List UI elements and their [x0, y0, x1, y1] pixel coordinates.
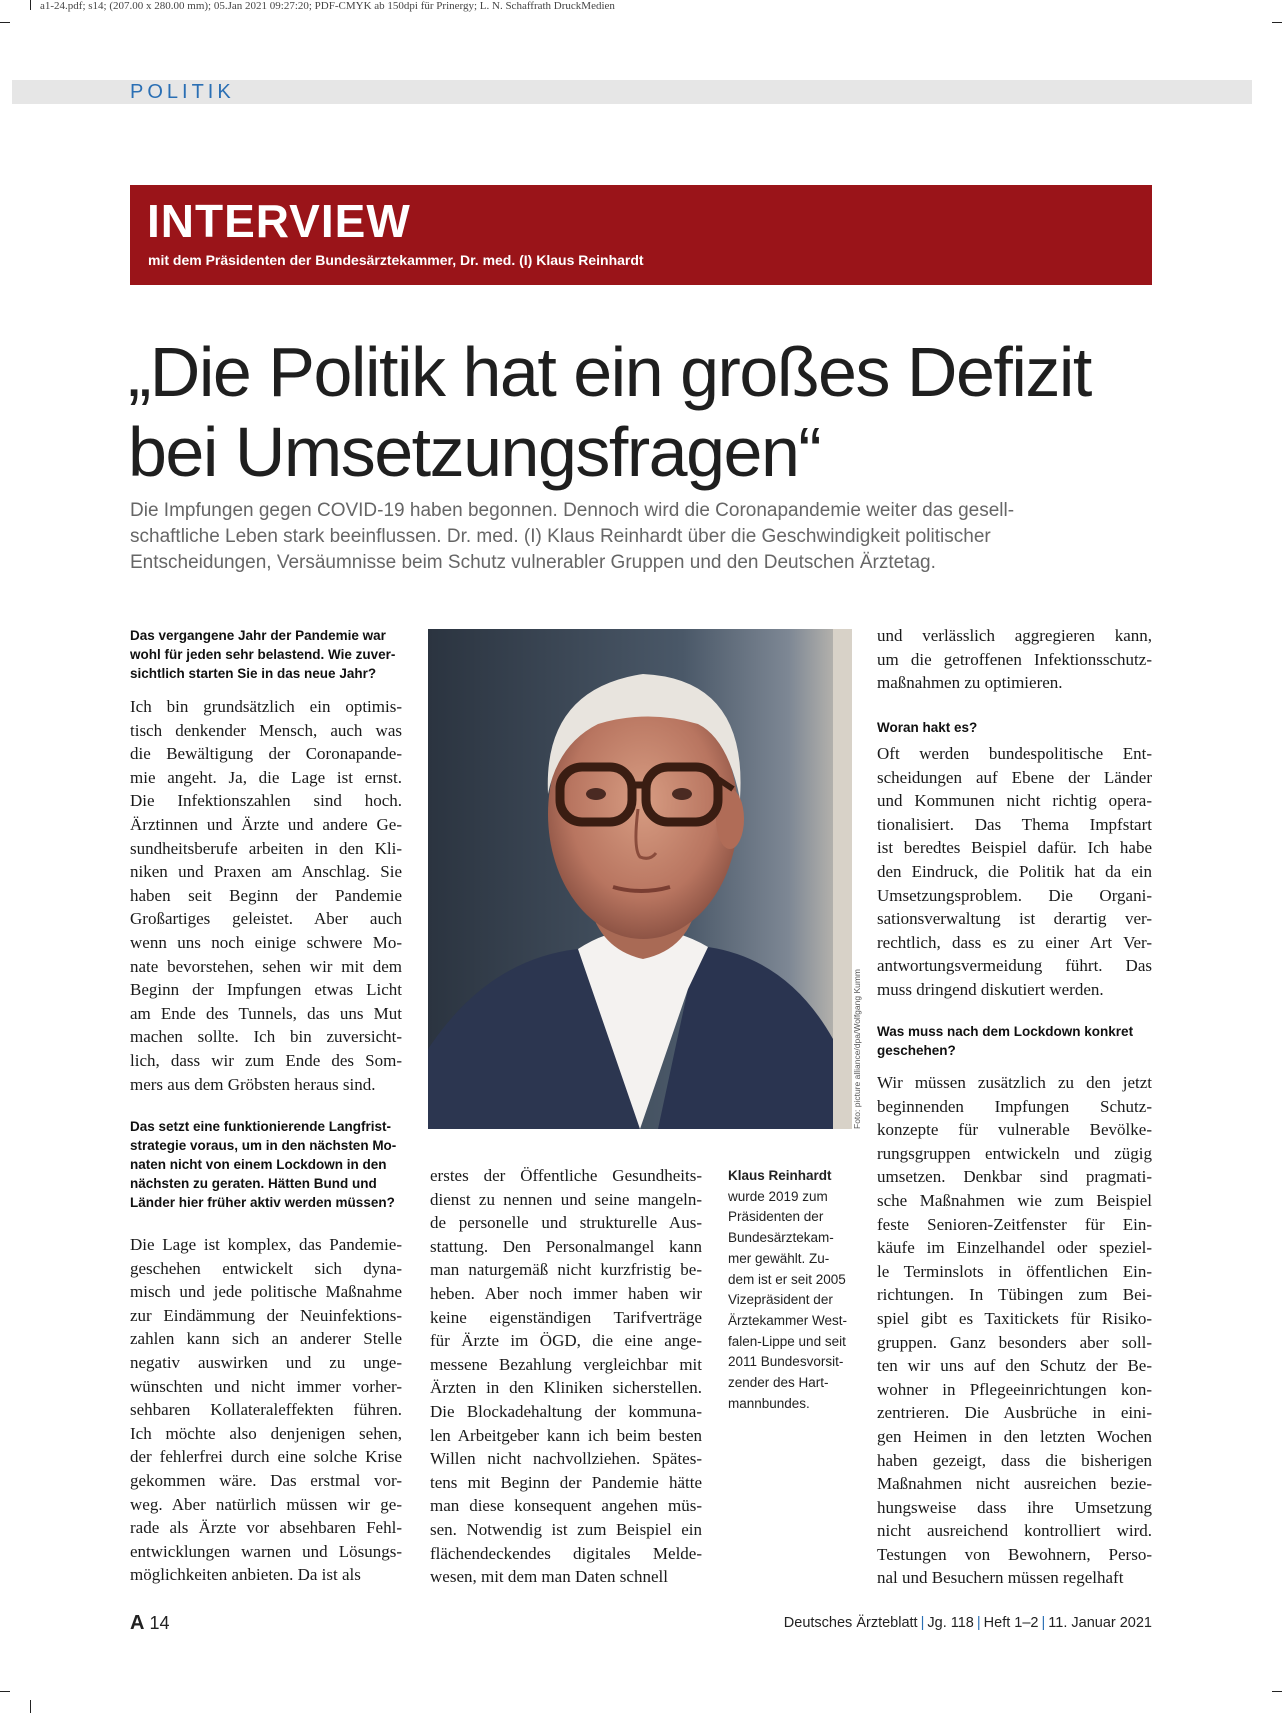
portrait-photo — [428, 629, 852, 1129]
text-line: nal und Besuchern müssen regelhaft — [877, 1568, 1124, 1588]
text-line: zentrieren. Die Ausbrüche in eini- — [877, 1403, 1152, 1423]
text-line: rade als Ärzte vor absehbaren Fehl- — [130, 1518, 402, 1538]
section-label: POLITIK — [130, 81, 235, 103]
text-line: Die Blockadehaltung der kommuna- — [430, 1401, 702, 1421]
text-line: machen sollte. Ich bin zuversicht- — [130, 1027, 402, 1047]
text-line: geschehen? — [877, 1043, 956, 1058]
text-line: Ärztekammer West- — [728, 1312, 848, 1328]
text-line: Testungen von Bewohnern, Perso- — [877, 1544, 1152, 1564]
text-line: am Ende des Tunnels, das uns Mut — [130, 1003, 402, 1023]
text-line: um die getroffenen Infektionsschutz- — [877, 649, 1152, 669]
crop-mark — [30, 0, 31, 10]
text-line: gen Heimen in den letzten Wochen — [877, 1426, 1152, 1446]
text-line: konzepte für vulnerable Bevölke- — [877, 1120, 1152, 1140]
text-line: naten nicht von einem Lockdown in den — [130, 1157, 387, 1172]
text-line: keine eigenständigen Tarifverträge — [430, 1307, 702, 1327]
text-line: stattung. Den Personalmangel kann — [430, 1236, 702, 1256]
publication-info: Deutsches Ärzteblatt | Jg. 118 | Heft 1–2 | 11. Januar 2021 — [783, 1615, 1152, 1631]
text-line: feste Senioren-Zeitfenster für Ein- — [877, 1214, 1152, 1234]
text-line: nicht ausreichend kontrolliert wird. — [877, 1521, 1152, 1541]
caption-text — [728, 1187, 847, 1415]
text-line: sundheitsberufe arbeiten in den Kli- — [130, 838, 402, 858]
text-line: sichtlich starten Sie in das neue Jahr? — [130, 666, 377, 681]
crop-mark — [0, 22, 10, 23]
crop-mark — [1272, 1691, 1282, 1692]
text-line: wenn uns noch einige schwere Mo- — [130, 932, 402, 952]
text-line: antwortungsvermeidung führt. Das — [877, 956, 1152, 976]
text-line: ist beredtes Beispiel dafür. Ich habe — [877, 838, 1152, 858]
text-line: Das vergangene Jahr der Pandemie war — [130, 628, 386, 643]
text-line: dem ist er seit 2005 — [728, 1271, 846, 1287]
answer — [130, 1233, 402, 1587]
question — [130, 626, 395, 683]
text-line: muss dringend diskutiert werden. — [877, 979, 1104, 999]
text-line: Ärztinnen und Ärzte und andere Ge- — [130, 814, 402, 834]
text-line: man naturgemäß nicht kurzfristig be- — [430, 1260, 702, 1280]
publication-name: Deutsches Ärzteblatt — [783, 1615, 918, 1631]
text-line: tisch denkender Mensch, auch was — [130, 720, 402, 740]
text-line: Maßnahmen nicht ausreichen bezie- — [877, 1474, 1152, 1494]
text-line: haben seit Beginn der Pandemie — [130, 885, 402, 905]
text-line: der fehlerfrei durch eine solche Krise — [130, 1447, 402, 1467]
text-line: sationsverwaltung ist derartig ver- — [877, 909, 1152, 929]
text-line: negativ auswirken und zu unge- — [130, 1352, 402, 1372]
text-line: mie angeht. Ja, die Lage ist ernst. — [130, 767, 402, 787]
photo-caption — [728, 1166, 847, 1414]
answer — [877, 1071, 1152, 1590]
text-line: den Eindruck, die Politik hat da ein — [877, 861, 1152, 881]
text-line: zur Eindämmung der Neuinfektions- — [130, 1305, 402, 1325]
text-line: Willen nicht nachvollziehen. Spätes- — [430, 1449, 702, 1469]
text-line: Was muss nach dem Lockdown konkret — [877, 1024, 1134, 1039]
text-line: zender des Hart- — [728, 1375, 829, 1391]
answer — [130, 695, 402, 1096]
answer-continued — [877, 624, 1152, 695]
text-line: wohl für jeden sehr belastend. Wie zuver- — [130, 647, 396, 662]
text-line: beginnenden Impfungen Schutz- — [877, 1096, 1152, 1116]
text-line: rungsgruppen entwickeln und zügig — [877, 1143, 1152, 1163]
print-slug: a1-24.pdf; s14; (207.00 x 280.00 mm); 05.Jan 2021 09:27:20; PDF-CMYK ab 150dpi für Prinergy; L. N. Schaffrath DruckMedien — [40, 0, 615, 12]
banner-subtitle: mit dem Präsidenten der Bundesärztekammer, Dr. med. (I) Klaus Reinhardt — [148, 252, 644, 268]
question — [877, 718, 977, 737]
text-line: 2011 Bundesvorsit- — [728, 1354, 844, 1370]
answer — [877, 742, 1152, 1002]
text-line: für Ärzte im ÖGD, die eine ange- — [430, 1331, 702, 1351]
text-line: gekommen wäre. Das erstmal vor- — [130, 1470, 402, 1490]
text-line: tionalisiert. Das Thema Impfstart — [877, 814, 1152, 834]
text-line: Bundesärztekam- — [728, 1230, 834, 1246]
text-line: flächendeckendes digitales Melde- — [430, 1543, 702, 1563]
text-line: niken und Praxen am Anschlag. Sie — [130, 862, 402, 882]
intro-line: schaftliche Leben stark beeinflussen. Dr. med. (I) Klaus Reinhardt über die Geschwindigkeit politischer — [130, 526, 991, 547]
crop-mark — [0, 1691, 10, 1692]
text-line: und Kommunen nicht richtig opera- — [877, 791, 1152, 811]
text-line: Ärzten in den Kliniken sicherstellen. — [430, 1378, 702, 1398]
text-line: Großartiges geleistet. Aber auch — [130, 909, 402, 929]
intro-teaser — [130, 498, 1090, 576]
issue-date: 11. Januar 2021 — [1048, 1615, 1152, 1631]
text-line: wurde 2019 zum — [728, 1188, 828, 1204]
headline-line: bei Umsetzungsfragen“ — [128, 413, 821, 491]
text-line: ten wir uns auf den Schutz der Be- — [877, 1356, 1152, 1376]
question — [877, 1022, 1133, 1060]
text-line: misch und jede politische Maßnahme — [130, 1282, 402, 1302]
text-line: Länder hier früher aktiv werden müssen? — [130, 1195, 395, 1210]
text-line: erstes der Öffentliche Gesundheits- — [430, 1166, 702, 1185]
text-line: Beginn der Impfungen etwas Licht — [130, 980, 402, 1000]
crop-mark — [1272, 22, 1282, 23]
text-line: Wir müssen zusätzlich zu den jetzt — [877, 1073, 1152, 1092]
text-line: mer gewählt. Zu- — [728, 1250, 830, 1266]
text-line: nächsten zu geraten. Hätten Bund und — [130, 1176, 377, 1191]
text-line: hungsweise dass ihre Umsetzung — [877, 1497, 1152, 1517]
text-line: Die Infektionszahlen sind hoch. — [130, 791, 402, 811]
text-line: sehbaren Kollateraleffekten führen. — [130, 1400, 402, 1420]
text-line: wohner in Pflegeeinrichtungen kon- — [877, 1379, 1152, 1399]
text-line: tens mit Beginn der Pandemie hätte — [430, 1472, 702, 1492]
interview-banner — [130, 185, 1152, 285]
text-line: Das setzt eine funktionierende Langfrist- — [130, 1119, 392, 1134]
answer-continued — [430, 1164, 702, 1589]
text-line: heben. Aber noch immer haben wir — [430, 1283, 702, 1303]
text-line: mers aus dem Gröbsten heraus sind. — [130, 1074, 376, 1094]
text-line: nate bevorstehen, sehen wir mit dem — [130, 956, 402, 976]
text-line: spiel gibt es Taxitickets für Risiko- — [877, 1308, 1152, 1328]
text-line: Umsetzungsproblem. Die Organi- — [877, 885, 1152, 905]
text-line: falen-Lippe und seit — [728, 1333, 846, 1349]
caption-name: Klaus Reinhardt — [728, 1168, 832, 1183]
text-line: rechtlich, dass es zu einer Art Ver- — [877, 932, 1152, 952]
page-number — [130, 1612, 170, 1635]
text-line: wünschten und nicht immer vorher- — [130, 1376, 402, 1396]
intro-line: Entscheidungen, Versäumnisse beim Schutz vulnerabler Gruppen und den Deutschen Ärztetag. — [130, 552, 936, 573]
text-line: Die Lage ist komplex, das Pandemie- — [130, 1235, 402, 1254]
page-number-value: 14 — [149, 1613, 170, 1633]
headline-line: „Die Politik hat ein großes Defizit — [128, 333, 1091, 411]
text-line: wesen, mit dem man Daten schnell — [430, 1567, 668, 1587]
headline — [128, 332, 1091, 492]
text-line: haben gezeigt, dass die bisherigen — [877, 1450, 1152, 1470]
text-line: geschehen entwickelt sich dyna- — [130, 1258, 402, 1278]
text-line: maßnahmen zu optimieren. — [877, 673, 1063, 693]
text-line: richtungen. In Tübingen zum Bei- — [877, 1285, 1152, 1305]
text-line: Ich bin grundsätzlich ein optimis- — [130, 697, 402, 716]
crop-mark — [30, 1700, 31, 1713]
text-line: zahlen kann sich an anderer Stelle — [130, 1329, 402, 1349]
text-line: len Arbeitgeber kann ich beim besten — [430, 1425, 702, 1445]
text-line: die Bewältigung der Coronapande- — [130, 744, 402, 764]
text-line: entwicklungen warnen und Lösungs- — [130, 1541, 402, 1561]
photo-credit: Foto: picture alliance/dpa/Wolfgang Kumm — [852, 968, 862, 1129]
text-line: scheidungen auf Ebene der Länder — [877, 767, 1152, 787]
text-line: de personelle und strukturelle Aus- — [430, 1213, 702, 1233]
page-letter: A — [130, 1612, 145, 1634]
text-line: und verlässlich aggregieren kann, — [877, 626, 1152, 645]
text-line: strategie voraus, um in den nächsten Mo- — [130, 1138, 397, 1153]
text-line: möglichkeiten anbieten. Da ist als — [130, 1565, 361, 1585]
text-line: käufe im Einzelhandel oder speziel- — [877, 1238, 1152, 1258]
question — [130, 1117, 396, 1212]
text-line: lich, dass wir zum Ende des Som- — [130, 1050, 402, 1070]
text-line: weg. Aber natürlich müssen wir ge- — [130, 1494, 402, 1514]
text-line: dienst zu nennen und seine mangeln- — [430, 1189, 702, 1209]
text-line: le Terminslots in öffentlichen Ein- — [877, 1261, 1152, 1281]
intro-line: Die Impfungen gegen COVID-19 haben begonnen. Dennoch wird die Coronapandemie weiter das gesell- — [130, 500, 1015, 521]
text-line: Woran hakt es? — [877, 720, 978, 735]
text-line: sen. Notwendig ist zum Beispiel ein — [430, 1519, 702, 1539]
text-line: man diese konsequent angehen müs- — [430, 1496, 702, 1516]
banner-title: INTERVIEW — [147, 195, 411, 247]
text-line: Präsidenten der — [728, 1209, 824, 1225]
text-line: messene Bezahlung vergleichbar mit — [430, 1354, 702, 1374]
volume: Jg. 118 — [927, 1615, 974, 1631]
text-line: sche Maßnahmen wie zum Beispiel — [877, 1190, 1152, 1210]
text-line: umsetzen. Denkbar sind pragmati- — [877, 1167, 1152, 1187]
text-line: mannbundes. — [728, 1395, 810, 1411]
text-line: gruppen. Ganz besonders aber soll- — [877, 1332, 1152, 1352]
text-line: Oft werden bundespolitische Ent- — [877, 744, 1152, 763]
issue: Heft 1–2 — [983, 1615, 1039, 1631]
text-line: Ich möchte also denjenigen sehen, — [130, 1423, 402, 1443]
text-line: Vizepräsident der — [728, 1292, 833, 1308]
